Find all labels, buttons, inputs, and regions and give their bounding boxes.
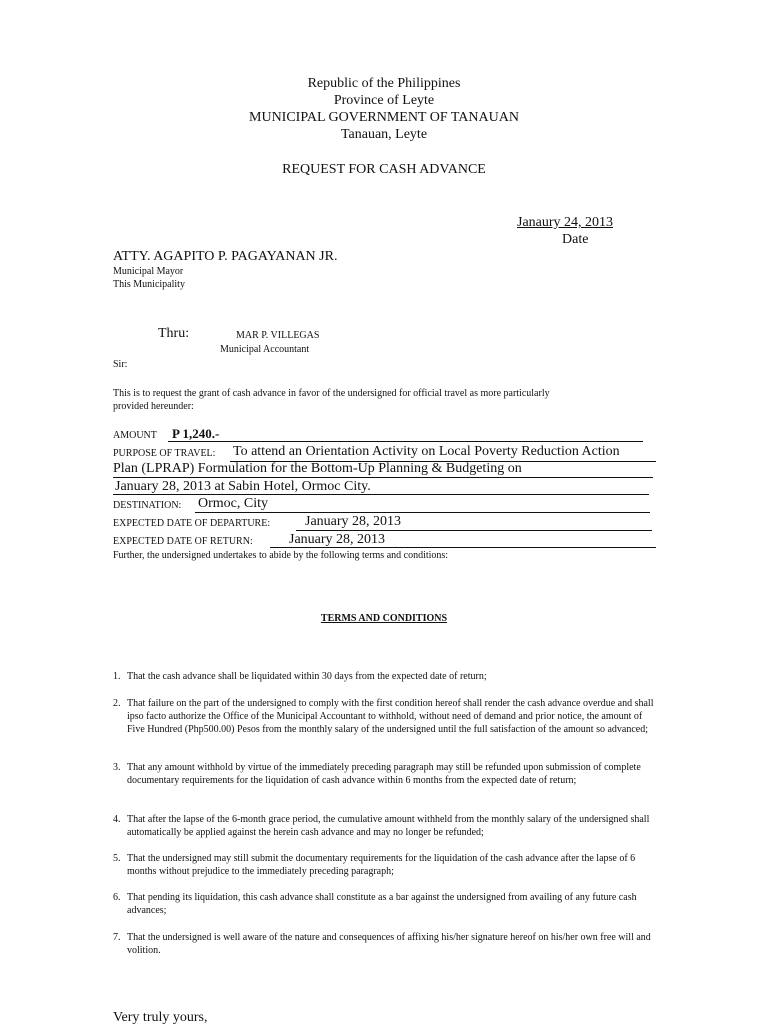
salutation: Sir: [113,359,128,370]
thru-name: MAR P. VILLEGAS [236,330,320,341]
addressee-office: This Municipality [113,279,185,290]
purpose-underline-2 [113,477,653,478]
date-label: Date [562,232,589,247]
header-province: Province of Leyte [333,93,435,108]
return-underline [270,547,656,548]
term-text: That the cash advance shall be liquidated within 30 days from the expected date of return; [127,671,487,682]
header-republic: Republic of the Philippines [307,76,461,91]
departure-underline [296,530,652,531]
term-text: That after the lapse of the 6-month grace period, the cumulative amount withheld from the monthly salary of the undersigned shall automatically be applied against the herein cash advance and may no longer be refunded; [127,814,650,838]
term-number: 5. [113,853,121,864]
date-value: Janaury 24, 2013 [517,215,614,230]
intro-line-1: This is to request the grant of cash advance in favor of the undersigned for official travel as more particularly [113,388,550,399]
header-town: Tanauan, Leyte [340,127,428,142]
addressee-name: ATTY. AGAPITO P. PAGAYANAN JR. [113,249,338,264]
term-text: That failure on the part of the undersigned to comply with the first condition hereof shall render the cash advance overdue and shall ipso facto authorize the Office of the Municipal Accountant to withhold, without need of demand and prior notice, the amount of Five Hundred (Php500.00) Pesos from the monthly salary of the undersigned until the full satisfaction of the amount so advanced; [127,698,654,735]
purpose-line-3: January 28, 2013 at Sabin Hotel, Ormoc City. [115,479,371,494]
departure-value: January 28, 2013 [305,514,402,529]
addressee-position: Municipal Mayor [113,266,184,277]
return-label: EXPECTED DATE OF RETURN: [113,536,253,547]
return-value: January 28, 2013 [289,532,386,547]
thru-position: Municipal Accountant [220,344,310,355]
term-text: That any amount withhold by virtue of the immediately preceding paragraph may still be refunded upon submission of complete documentary requirements for the liquidation of cash advance within 6 months from the expected date of return; [127,762,641,786]
term-number: 6. [113,892,121,903]
further-statement: Further, the undersigned undertakes to abide by the following terms and conditions: [113,550,449,561]
term-number: 1. [113,671,121,682]
header-municipal-government: MUNICIPAL GOVERNMENT OF TANAUAN [249,110,519,125]
destination-underline [195,512,650,513]
purpose-underline-3 [113,494,649,495]
purpose-line-1: To attend an Orientation Activity on Local Poverty Reduction Action [233,444,620,459]
document-title: REQUEST FOR CASH ADVANCE [282,162,486,177]
departure-label: EXPECTED DATE OF DEPARTURE: [113,518,271,529]
term-number: 4. [113,814,121,825]
destination-value: Ormoc, City [198,496,268,511]
amount-value: P 1,240.- [172,426,220,441]
purpose-label: PURPOSE OF TRAVEL: [113,448,216,459]
thru-label: Thru: [158,326,190,341]
term-number: 2. [113,698,121,709]
amount-label: AMOUNT [113,430,157,441]
term-text: That pending its liquidation, this cash advance shall constitute as a bar against the undersigned from availing of any future cash advances; [127,892,637,916]
purpose-line-2: Plan (LPRAP) Formulation for the Bottom-Up Planning & Budgeting on [113,461,522,476]
destination-label: DESTINATION: [113,500,182,511]
term-text: That the undersigned is well aware of the nature and consequences of affixing his/her signature hereof on his/her own free will and volition. [127,932,651,956]
intro-line-2: provided hereunder: [113,401,194,412]
term-number: 7. [113,932,121,943]
terms-title: TERMS AND CONDITIONS [320,613,448,624]
term-text: That the undersigned may still submit the documentary requirements for the liquidation of the cash advance after the lapse of 6 months without prejudice to the immediately preceding paragraph; [127,853,636,877]
amount-underline [168,441,643,442]
term-number: 3. [113,762,121,773]
closing: Very truly yours, [113,1010,208,1025]
